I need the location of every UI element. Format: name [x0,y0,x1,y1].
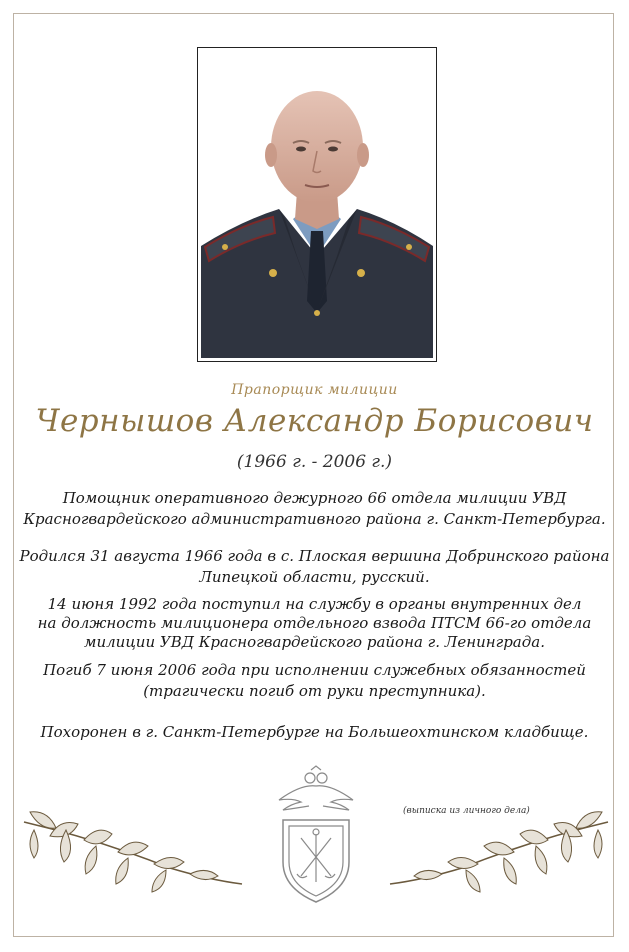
service-paragraph [0,595,629,652]
laurel-branch-icon [20,800,245,900]
person-portrait-icon [201,51,433,358]
service-line: 14 июня 1992 года поступил на службу в органы внутренних дел [47,595,582,613]
death-line: Погиб 7 июня 2006 года при исполнении служебных обязанностей [43,661,586,679]
position-line: Помощник оперативного дежурного 66 отдела милиции УВД [62,489,567,507]
life-years: (1966 г. - 2006 г.) [236,452,393,472]
portrait-photo [201,51,433,358]
service-line: милиции УВД Красногвардейского района г. Ленинграда. [84,633,545,651]
portrait-frame [197,47,437,362]
death-paragraph [0,660,629,702]
police-eagle-emblem-icon [271,764,361,906]
full-name: Чернышов Александр Борисович [35,403,594,439]
birth-line: Родился 31 августа 1966 года в с. Плоская вершина Добринского района [19,547,610,565]
death-line: (трагически погиб от руки преступника). [143,682,486,700]
position-paragraph [0,488,629,530]
service-line: на должность милиционера отдельного взвода ПТСМ 66-го отдела [37,614,592,632]
burial-line: Похоронен в г. Санкт-Петербурге на Большеохтинском кладбище. [40,723,589,741]
position-line: Красногвардейского административного района г. Санкт-Петербурга. [23,510,606,528]
extract-note: (выписка из личного дела) [403,806,530,816]
birth-paragraph [0,546,629,588]
birth-line: Липецкой области, русский. [199,568,430,586]
rank-title: Прапорщик милиции [231,382,398,398]
burial-paragraph [0,722,629,743]
